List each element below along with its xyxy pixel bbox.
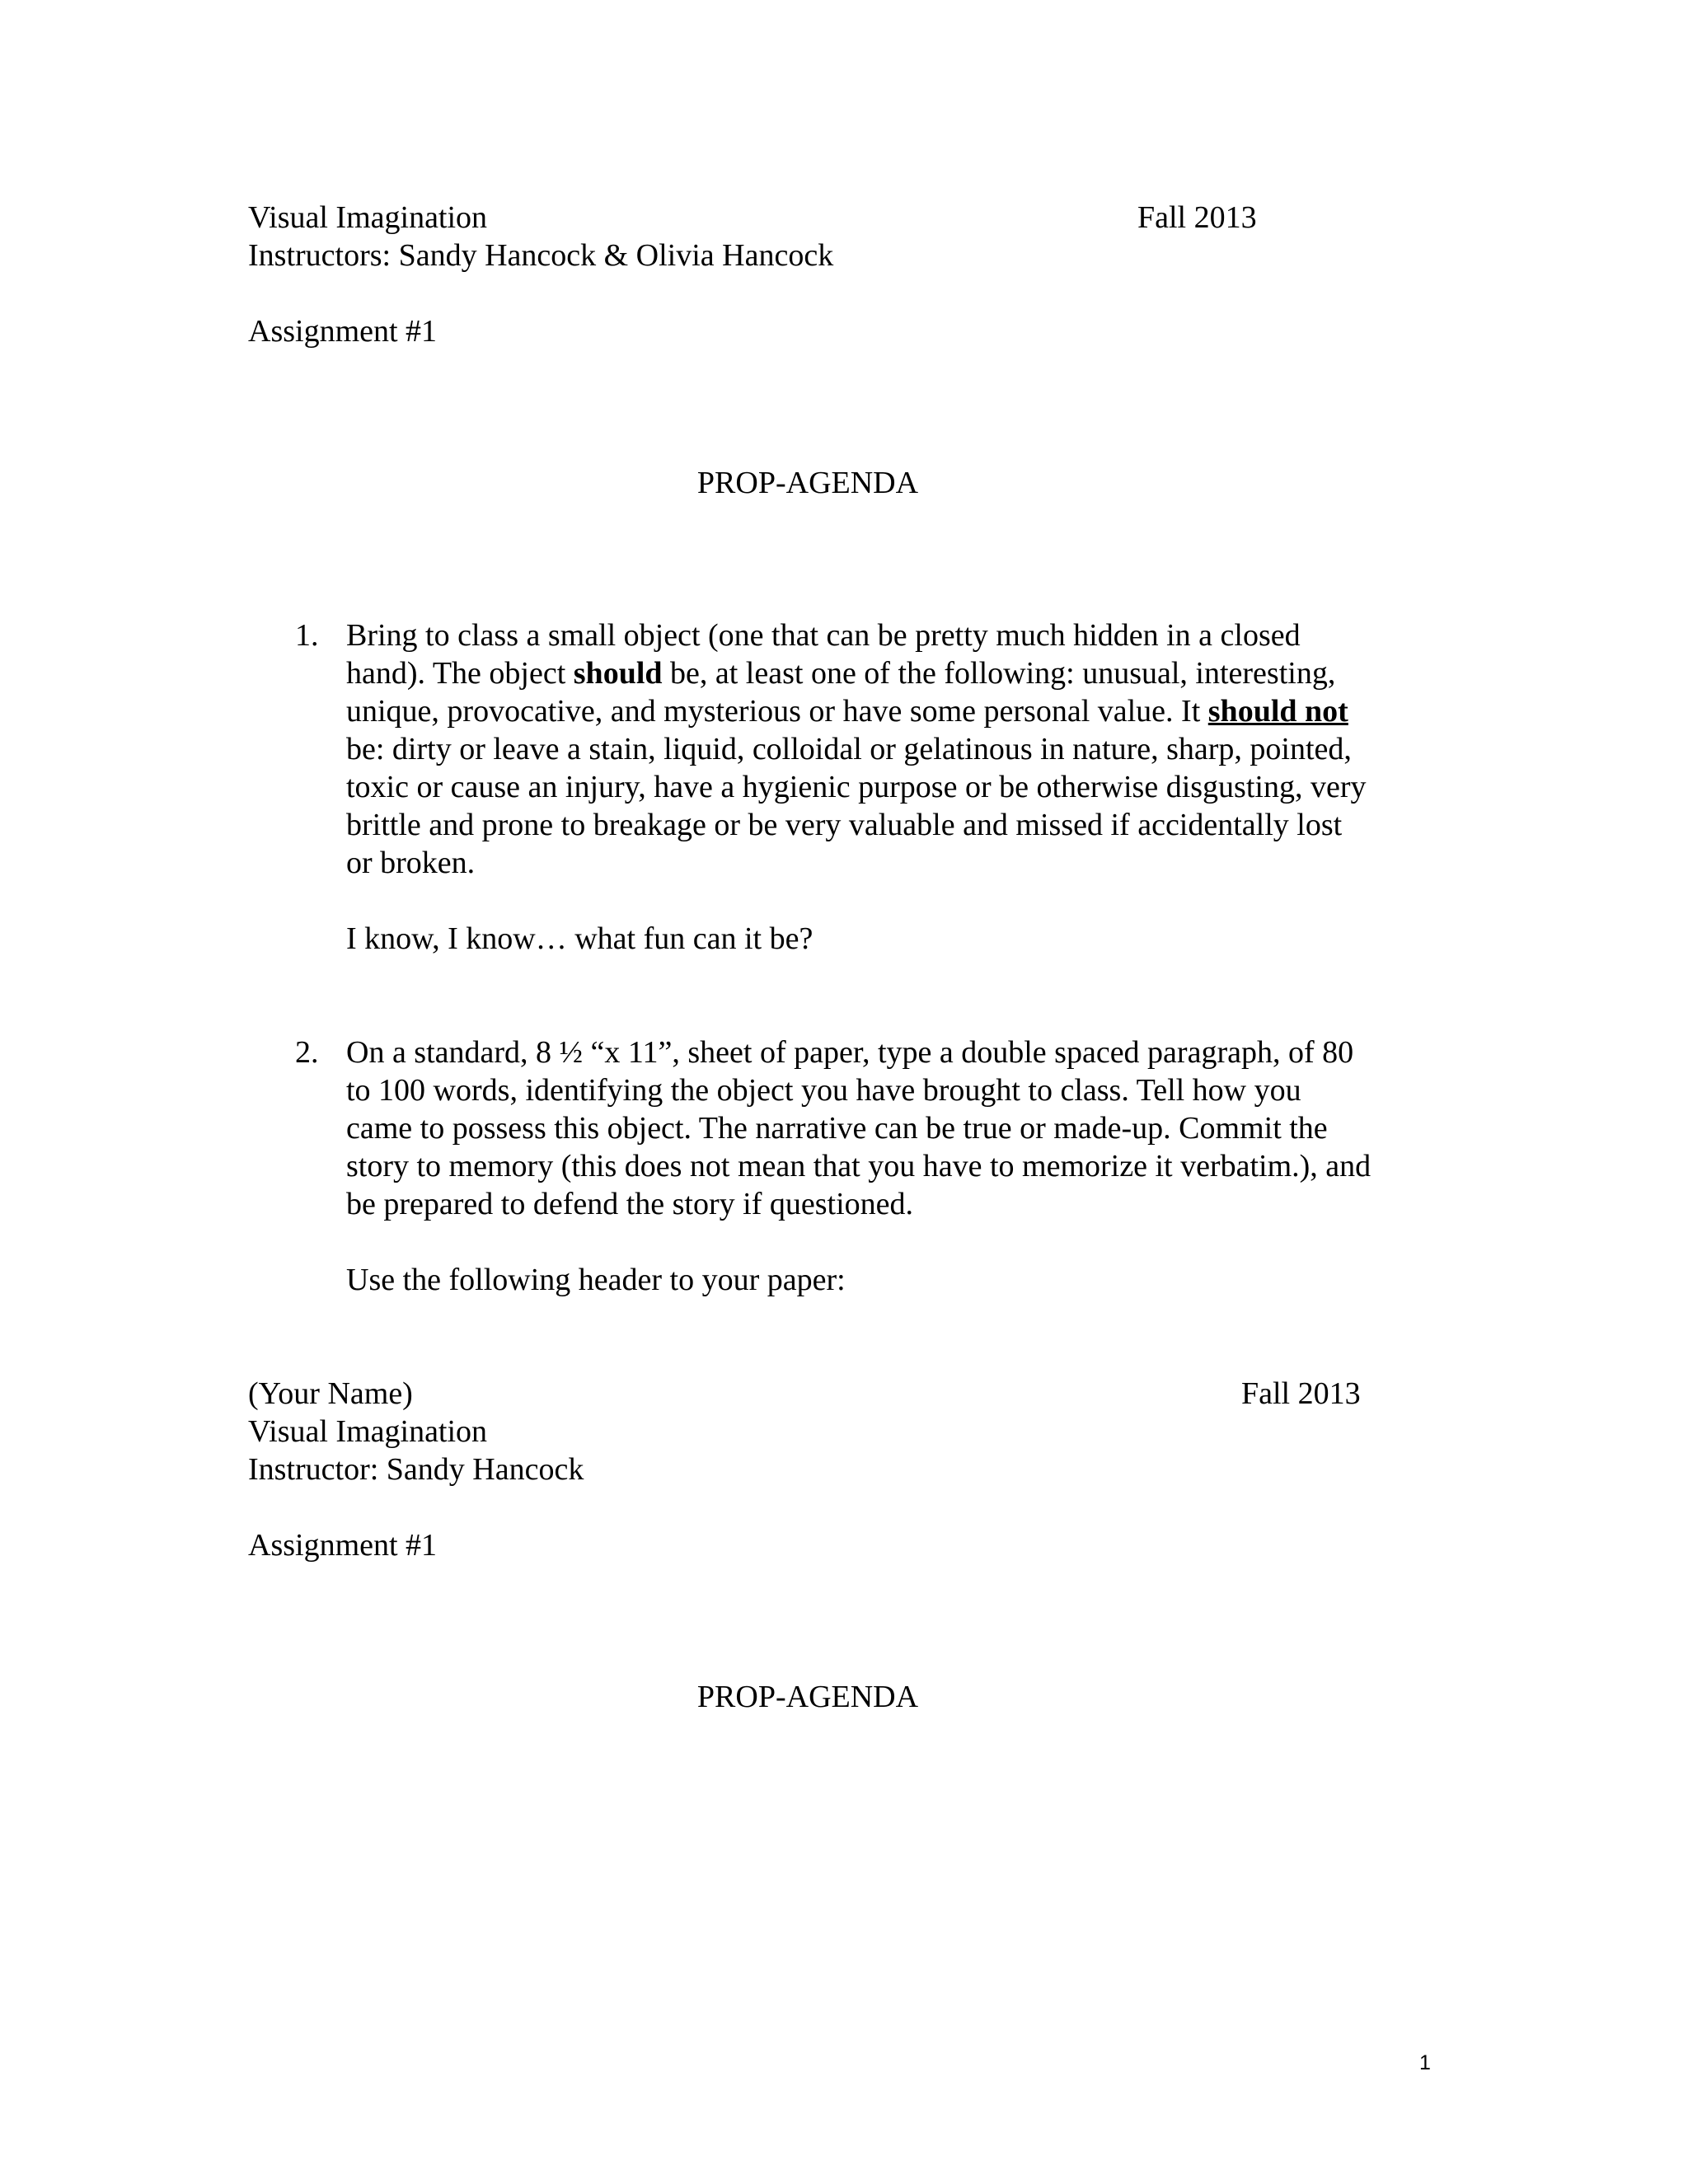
sample-term: Fall 2013 xyxy=(1241,1376,1361,1411)
item-1-line: Bring to class a small object (one that can be pretty much hidden in a closed xyxy=(346,618,1301,653)
item-1-line: unique, provocative, and mysterious or have some personal value. It should not xyxy=(346,694,1348,729)
assignment-number: Assignment #1 xyxy=(248,314,438,349)
item-2-line: came to possess this object. The narrative can be true or made-up. Commit the xyxy=(346,1111,1328,1146)
item-1-line: or broken. xyxy=(346,846,476,880)
item-1-line: brittle and prone to breakage or be very valuable and missed if accidentally lost xyxy=(346,808,1343,842)
item-1-note: I know, I know… what fun can it be? xyxy=(346,921,814,956)
item-1-number: 1. xyxy=(295,618,319,653)
item-2-line: On a standard, 8 ½ “x 11”, sheet of paper, type a double spaced paragraph, of 80 xyxy=(346,1035,1354,1070)
item-1-line: toxic or cause an injury, have a hygienic purpose or be otherwise disgusting, very xyxy=(346,770,1367,804)
sample-assignment: Assignment #1 xyxy=(248,1528,438,1563)
emphasis-bold-underline: should not xyxy=(1207,694,1348,729)
document-title: PROP-AGENDA xyxy=(696,466,919,500)
sample-name: (Your Name) xyxy=(248,1376,413,1411)
sample-title: PROP-AGENDA xyxy=(696,1680,919,1714)
course-name: Visual Imagination xyxy=(248,200,488,235)
page-number: 1 xyxy=(1419,2051,1431,2074)
sample-course: Visual Imagination xyxy=(248,1414,488,1449)
emphasis-bold: should xyxy=(573,656,663,691)
item-1-line: be: dirty or leave a stain, liquid, colloidal or gelatinous in nature, sharp, pointed, xyxy=(346,732,1352,766)
item-2-line: to 100 words, identifying the object you have brought to class. Tell how you xyxy=(346,1073,1301,1108)
item-2-line: story to memory (this does not mean that you have to memorize it verbatim.), and xyxy=(346,1149,1372,1183)
item-1-line: hand). The object should be, at least one of the following: unusual, interesting, xyxy=(346,656,1336,691)
term: Fall 2013 xyxy=(1137,200,1257,235)
item-2-note: Use the following header to your paper: xyxy=(346,1263,846,1297)
item-2-line: be prepared to defend the story if questioned. xyxy=(346,1187,913,1221)
instructors: Instructors: Sandy Hancock & Olivia Hancock xyxy=(248,238,834,273)
item-2-number: 2. xyxy=(295,1035,319,1070)
sample-instructor: Instructor: Sandy Hancock xyxy=(248,1452,584,1487)
